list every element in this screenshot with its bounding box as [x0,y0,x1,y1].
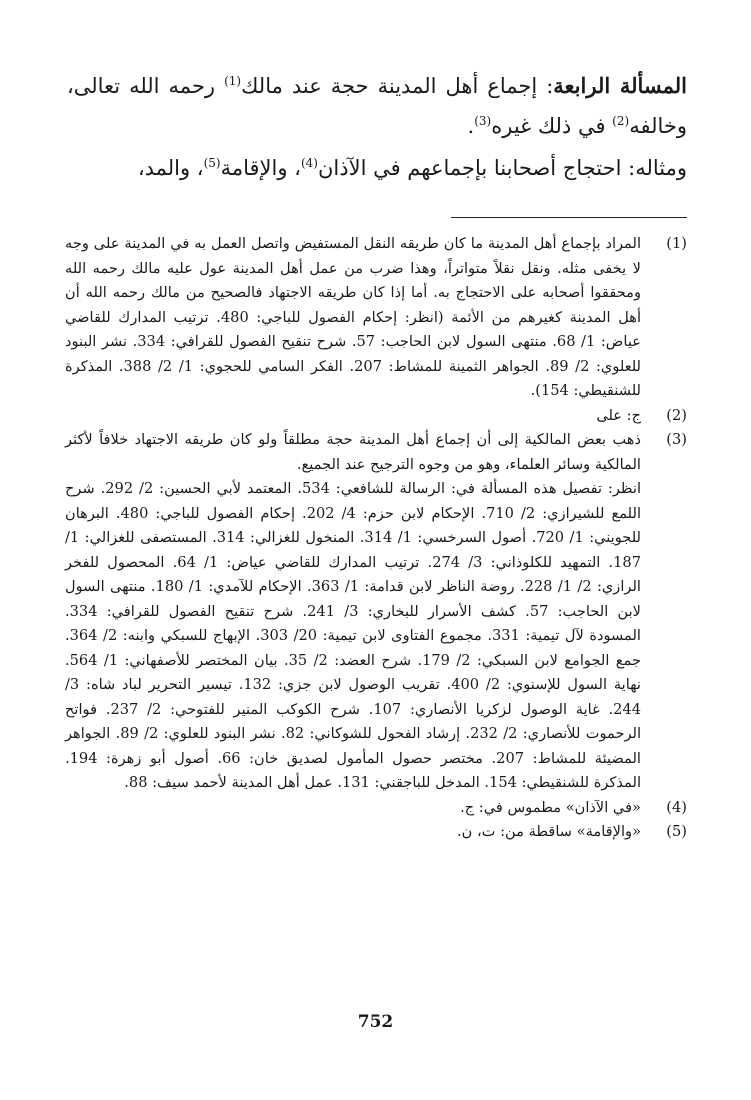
footnote-number: (1) [666,235,687,252]
main-text-segment: ومثاله: احتجاج أصحابنا بإجماعهم في الآذان [317,156,687,180]
main-text-segment: : إجماع أهل المدينة حجة عند مالك [241,74,554,98]
footnote-5 [65,820,687,845]
main-text-segment: رحمه الله تعالى، وخالفه [67,74,687,138]
footnote-2 [65,404,687,429]
footnote-number: (5) [666,823,687,840]
footnote-3 [65,428,687,796]
footnote-text: «في الآذان» مطموس في: ج. [460,798,641,816]
footnote-1 [65,232,687,404]
footnote-text: «والإقامة» ساقطة من: ت، ن. [457,823,641,840]
footnote-separator [451,217,687,218]
footnote-ref-2[interactable]: (2) [612,114,630,128]
issue-heading: المسألة الرابعة [553,73,688,98]
footnote-ref-5[interactable]: (5) [203,156,221,170]
main-text-segment: ، والإقامة [220,156,301,180]
main-text-segment: في ذلك غيره [491,114,613,138]
footnote-text: ذهب بعض المالكية إلى أن إجماع أهل المدينة حجة مطلقاً ولو كان طريقه الاجتهاد خلافاً لأكثر المالكية وسائر العلماء، وهو من وجوه الترجيح عند الجميع. [65,431,641,473]
main-text [67,66,687,188]
main-text-segment: . [467,114,475,138]
footnote-ref-4[interactable]: (4) [300,156,318,170]
page-number: 752 [357,1012,394,1032]
main-paragraph [67,148,687,188]
main-text-segment: ، والمد، [137,156,204,180]
footnotes [65,232,687,845]
main-paragraph [67,66,687,146]
footnote-number: (3) [666,431,687,448]
footnote-4 [65,796,687,821]
footnote-ref-1[interactable]: (1) [224,74,242,88]
footnote-references: انظر: تفصيل هذه المسألة في: الرسالة للشافعي: 534. المعتمد لأبي الحسين: 2/ 292. شرح اللمع للشيرازي: 2/ 710. الإحكام لابن حزم: 4/ 202. إحكام الفصول للباجي: 480. البرهان للجويني: 1/ 720. أصول السرخسي: 1/ 314. المنخول للغزالي: 314. المستصفى للغزالي: 1/ 187. التمهيد للكلوذاني: 3/ 274. ترتيب المدارك للقاضي عياض: 1/ 64. المحصول للفخر الرازي: 2/ 1/ 228. روضة الناظر لابن قدامة: 1/ 363. الإحكام للآمدي: 1/ 180. منتهى السول لابن الحاجب: 57. كشف الأسرار للبخاري: 3/ 241. شرح تنقيح الفصول للقرافي: 334. المسودة لآل تيمية: 331. مجموع الفتاوى لابن تيمية: 20/ 303. الإبهاج للسبكي وابنه: 2/ 364. جمع الجوامع لابن السبكي: 2/ 179. شرح العضد: 2/ 35. بيان المختصر للأصفهاني: 1/ 564. نهاية السول للإسنوي: 2/ 400. تقريب الوصول لابن جزي: 132. تيسير التحرير لباد شاه: 3/ 244. غاية الوصول لزكريا الأنصاري: 107. شرح الكوكب المنير للفتوحي: 2/ 237. فواتح الرحموت للأنصاري: 2/ 232. إرشاد الفحول للشوكاني: 82. نشر البنود للعلوي: 2/ 89. الجواهر المضيئة للمشاط: 207. مختصر حصول المأمول لصديق خان: 66. أصول أبو زهرة: 194. المذكرة للشنقيطي: 154. المدخل للباجقني: 131. عمل أهل المدينة لأحمد سيف: 88. [65,480,642,791]
footnote-text: المراد بإجماع أهل المدينة ما كان طريقه النقل المستفيض واتصل العمل به في المدينة على وجه لا يخفى مثله. ونقل نقلاً متواتراً، وهذا ضرب من عمل أهل المدينة عول عليه مالك رحمه الله ومحققوا أصحابه على الاحتجاج به. أما إذا كان طريقه الاجتهاد فالصحيح من مالك رحمه الله أن أهل المدينة كغيرهم من الأئمة (انظر: إحكام الفصول للباجي: 480. ترتيب المدارك للقاضي عياض: 1/ 68. منتهى السول لابن الحاجب: 57. شرح تنقيح الفصول للقرافي: 334. نشر البنود للعلوي: 2/ 89. الجواهر الثمينة للمشاط: 207. الفكر السامي للحجوي: 1/ 2/ 388. المذكرة للشنقيطي: 154). [65,235,642,399]
footnote-ref-3[interactable]: (3) [474,114,492,128]
footnote-number: (4) [666,798,687,816]
footnote-text: ج: على [596,406,641,424]
footnote-number: (2) [666,406,687,424]
